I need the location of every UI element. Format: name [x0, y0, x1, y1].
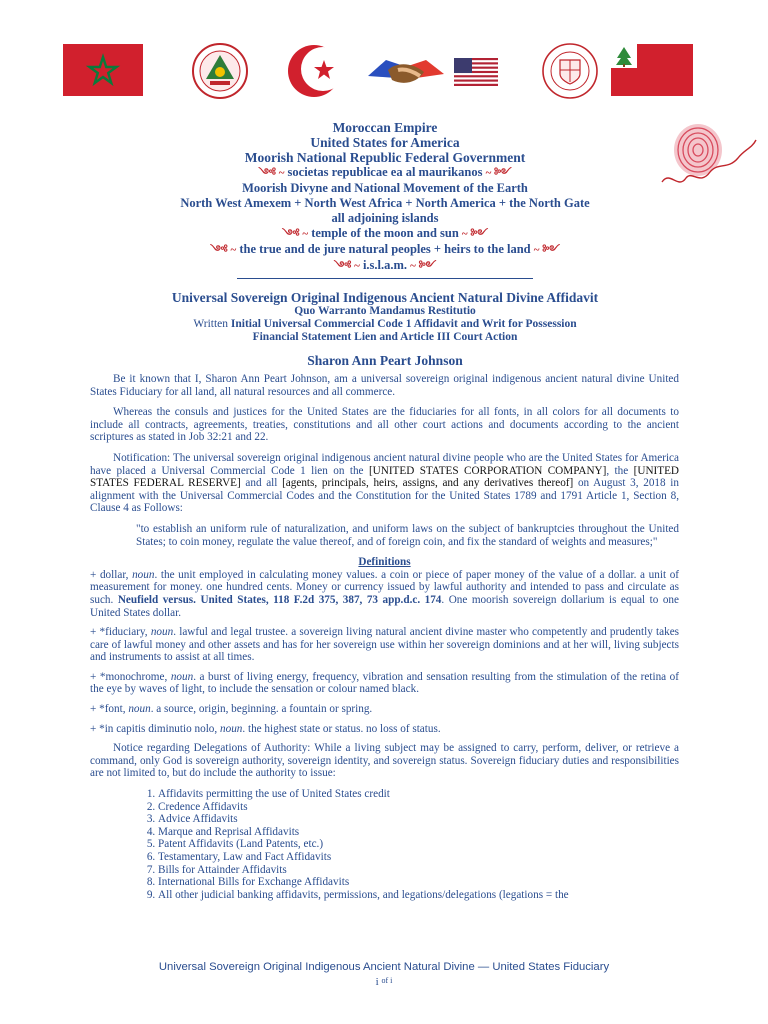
document-header: [60, 120, 710, 279]
part-of-speech: noun: [150, 626, 174, 639]
paragraph-notice-delegation: Notice regarding Delegations of Authority: While a living subject may be assigned to carry, perform, deliver, or retrieve a command, only God is sovereign authority, sovereign identity, and sovereign status. Sovereign fiduciary duties and responsibilities are not limited to, but do include the authority to issue:: [90, 742, 679, 780]
morocco-flag-icon: [63, 44, 143, 96]
affiant-name: Sharon Ann Peart Johnson: [307, 353, 463, 368]
term: + *monochrome,: [90, 670, 168, 683]
subtitle-written: Written: [193, 318, 229, 330]
list-item: 8. International Bills for Exchange Affidavits: [158, 876, 679, 889]
document-body: [90, 373, 679, 901]
header-line-10-text: i.s.l.a.m.: [362, 258, 408, 272]
notification-connector: , the: [606, 464, 629, 477]
header-line-6: North West Amexem + North West Africa + North America + the North Gate: [180, 196, 590, 210]
definition-monochrome: [90, 671, 679, 696]
term: + *in capitis diminutio nolo,: [90, 722, 218, 735]
seal-emblem-icon: [190, 42, 250, 100]
part-of-speech: noun: [132, 568, 155, 581]
part-of-speech: noun: [170, 670, 194, 683]
list-item: 4. Marque and Reprisal Affidavits: [158, 826, 679, 839]
lien-entity-3: [agents, principals, heirs, assigns, and any derivatives thereof]: [282, 477, 574, 490]
term: + *font,: [90, 703, 126, 716]
ornament-right: ~ ༻: [533, 244, 560, 256]
page-number-current: i: [375, 976, 379, 988]
page-footer: Universal Sovereign Original Indigenous Ancient Natural Divine — United States Fiduciary: [158, 961, 610, 973]
definitions-heading: Definitions: [358, 556, 411, 569]
header-line-4: [60, 165, 710, 181]
header-line-8: [60, 226, 710, 242]
page-number-total: of i: [381, 976, 393, 985]
lien-entity-1: [UNITED STATES CORPORATION COMPANY]: [368, 464, 607, 477]
page-number: [0, 976, 768, 988]
header-line-1: Moroccan Empire: [332, 120, 438, 135]
crescent-star-icon: [276, 42, 356, 100]
us-flag-icon: [454, 58, 498, 86]
definition-text: . the highest state or status. no loss of status.: [242, 722, 441, 735]
ornament-right: ~ ༻: [485, 167, 512, 179]
emblem-row: [60, 40, 700, 100]
header-line-3: Moorish National Republic Federal Government: [244, 150, 526, 165]
term: + *fiduciary,: [90, 626, 148, 639]
list-item: 9. All other judicial banking affidavits, permissions, and legations/delegations (legations = the: [158, 889, 679, 902]
affidavit-subtitle-3: Financial Statement Lien and Article III Court Action: [252, 331, 518, 343]
affidavit-title-block: [60, 290, 710, 369]
case-citation: Neufield versus. United States, 118 F.2d 375, 387, 73 app.d.c. 174: [117, 593, 442, 606]
definition-text: . a source, origin, beginning. a fountain or spring.: [150, 703, 373, 716]
constitution-quote: "to establish an uniform rule of naturalization, and uniform laws on the subject of bankruptcies throughout the United States; to coin money, regulate the value thereof, and of foreign coin, and fix the standard of weights and measures;": [136, 522, 679, 548]
header-line-10: [60, 258, 710, 274]
header-line-2: United States for America: [310, 135, 460, 150]
affidavit-subtitle-1: Quo Warranto Mandamus Restitutio: [294, 305, 476, 317]
part-of-speech: noun: [220, 722, 243, 735]
definition-text: . the unit employed in calculating money values. a coin or piece of paper money of the value of a dollar. a unit of measurement for money. one hundred cents. Money or currency issued by lawful authority and intended to pass and circulate as such.: [90, 568, 680, 606]
header-line-8-text: temple of the moon and sun: [311, 226, 459, 240]
definition-tail: . One moorish sovereign dollarium is equal to one United States dollar.: [90, 593, 679, 619]
header-divider: [237, 278, 533, 279]
authority-list: [90, 788, 679, 901]
ornament-left: ༺ ~: [282, 228, 309, 240]
notification-tail: on August 3, 2018 in alignment with the Universal Commercial Codes and the Constitution for the United States 1789 and 1791 Article 1, Section 8, Clause 4 as Follows:: [90, 477, 679, 515]
affidavit-subtitle-2: [60, 318, 710, 331]
ornament-left: ༺ ~: [258, 167, 285, 179]
notification-and-all: and all: [245, 477, 278, 490]
list-item: 5. Patent Affidavits (Land Patents, etc.): [158, 838, 679, 851]
paragraph-whereas: Whereas the consuls and justices for the United States are the fiduciaries for all fonts, in all colors for all documents to include all contracts, agreements, treaties, constitutions and all other court actions and documents according to the ancient scriptures as stated in Job 32:21 and 22.: [90, 406, 679, 444]
lien-entity-2: [UNITED STATES FEDERAL RESERVE]: [90, 464, 679, 490]
tree-flag-icon: [611, 44, 693, 96]
paragraph-declaration: Be it known that I, Sharon Ann Peart Johnson, am a universal sovereign original indigenous ancient natural divine United States Fiduciary for all land, all natural resources and all commerce.: [90, 373, 679, 398]
affidavit-title: Universal Sovereign Original Indigenous Ancient Natural Divine Affidavit: [171, 290, 599, 305]
definition-dollar: [90, 569, 679, 619]
list-item: 1. Affidavits permitting the use of United States credit: [158, 788, 679, 801]
term: + dollar,: [90, 568, 129, 581]
definitions-list: [90, 569, 679, 736]
header-line-4-text: societas republicae ea al maurikanos: [287, 165, 483, 179]
definition-fiduciary: [90, 626, 679, 664]
header-line-5: Moorish Divyne and National Movement of the Earth: [242, 181, 528, 195]
part-of-speech: noun: [128, 703, 151, 716]
definition-capitis: [90, 723, 679, 736]
ornament-left: ༺ ~: [210, 244, 237, 256]
ornament-right: ~ ༻: [461, 228, 488, 240]
definition-text: . a burst of living energy, frequency, vibration and sensation resulting from the stimulation of the retina of the eye by waves of light, to include the sensation or colour named black.: [90, 670, 679, 696]
notification-text: Notification: The universal sovereign original indigenous ancient natural divine people who are the United States for America have placed a Universal Commercial Code 1 lien on the: [90, 451, 679, 477]
list-item: 3. Advice Affidavits: [158, 813, 679, 826]
list-item: 6. Testamentary, Law and Fact Affidavits: [158, 851, 679, 864]
ornament-right: ~ ༻: [410, 260, 437, 272]
header-line-9: [60, 242, 710, 258]
list-item: 2. Credence Affidavits: [158, 801, 679, 814]
paragraph-notification: [90, 452, 679, 515]
header-line-7: all adjoining islands: [331, 211, 439, 225]
subtitle-writ: Initial Universal Commercial Code 1 Affidavit and Writ for Possession: [230, 318, 577, 330]
definition-font: [90, 703, 679, 716]
ornament-left: ༺ ~: [333, 260, 360, 272]
definition-text: . lawful and legal trustee. a sovereign living natural ancient divine master who competently and prudently takes care of lawful money and other assets and has for her sovereign use within her sovereign dominions and at her will, living subjects and instruments to assist at all times.: [90, 626, 680, 664]
header-line-9-text: the true and de jure natural peoples + heirs to the land: [239, 242, 531, 256]
fraternal-seal-icon: [540, 42, 600, 100]
handshake-icon: [366, 46, 446, 96]
list-item: 7. Bills for Attainder Affidavits: [158, 864, 679, 877]
